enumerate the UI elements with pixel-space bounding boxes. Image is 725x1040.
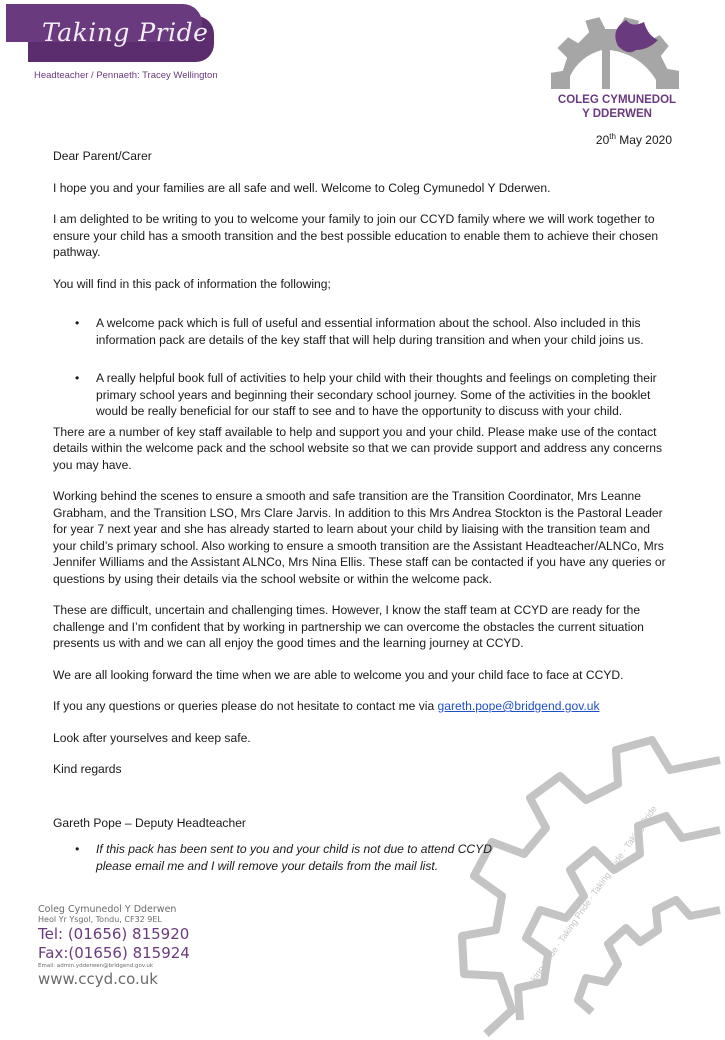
paragraph-5: Working behind the scenes to ensure a smooth and safe transition are the Transition Coordinator, Mrs Leanne Grabham, and the Transition LSO, Mrs Clare Jarvis. In addition to this Mrs Andrea Stockton is the Pastoral Leader for year 7 next year and she has already started to learn about your child by liaising with the transition team and your child’s primary school. Also working to ensure a smooth transition are the Assistant Headteacher/ALNCo, Mrs Jennifer Williams and the Assistant ALNCo, Mrs Nina Ellis. These staff can be contacted if you have any queries or questions by using their details via the school website or within the welcome pack. (53, 489, 666, 586)
banner-title: Taking Pride (42, 18, 209, 47)
college-name-line2: Y DDERWEN (582, 108, 652, 120)
paragraph-9: Look after yourselves and keep safe. (53, 730, 251, 745)
signature: Gareth Pope – Deputy Headteacher (53, 815, 246, 830)
footer-contact (38, 904, 190, 988)
contact-text: If you any questions or queries please do not hesitate to contact me via (53, 699, 438, 713)
paragraph-3: You will find in this pack of information the following; (53, 276, 331, 291)
letter-date (596, 132, 672, 147)
closing: Kind regards (53, 762, 122, 776)
note-text: If this pack has been sent to you and your child is not due to attend CCYD please email me and I will remove your details from the mail list. (96, 842, 492, 873)
bullet-dot: • (75, 371, 80, 385)
bullet-item-welcome-pack (53, 315, 673, 348)
footer-email: Email: admin.ydderwen@bridgend.gov.uk (38, 963, 154, 969)
paragraph-8 (53, 698, 673, 715)
paragraph-1: I hope you and your families are all safe and well. Welcome to Coleg Cymunedol Y Dderwen. (53, 180, 551, 195)
college-name-line1: COLEG CYMUNEDOL (557, 94, 677, 106)
note-item (53, 841, 496, 874)
watermark-text: Taking Pride · Taking Pride · Taking Pride · Taking Pride (523, 803, 659, 992)
footer-telephone: Tel: (01656) 815920 (38, 925, 190, 943)
paragraph-2: I am delighted to be writing to you to welcome your family to join our CCYD family where we will work together to ensure your child has a smooth transition and the best possible education to enable them to achieve their chosen pathway. (53, 212, 659, 259)
date-rest: May 2020 (615, 133, 672, 147)
bullet-2-text: A really helpful book full of activities to help your child with their thoughts and feelings on completing their primary school years and beginning their secondary school journey. Some of the activities in the booklet would be really beneficial for our staff to see and to have the opportunity to discuss with your child. (96, 371, 657, 418)
paragraph-4: There are a number of key staff available to help and support you and your child. Please make use of the contact details within the welcome pack and the school website so that we can provide support and address any concerns you may have. (53, 424, 663, 472)
date-day: 20 (595, 133, 610, 147)
paragraph-7: We are all looking forward the time when we are able to welcome you and your child face to face at CCYD. (53, 667, 624, 682)
footer-school-name: Coleg Cymunedol Y Dderwen (38, 904, 177, 915)
bullet-dot: • (75, 842, 80, 856)
salutation: Dear Parent/Carer (53, 149, 152, 163)
college-crest-logo (540, 10, 690, 95)
paragraph-6: These are difficult, uncertain and challenging times. However, I know the staff team at CCYD are ready for the challenge and I’m confident that by working in partnership we can overcome the obstacles the current situation presents us with and we can all enjoy the good times and the learning journey at CCYD. (53, 603, 644, 650)
bullet-dot: • (75, 316, 80, 330)
footer-fax: Fax:(01656) 815924 (38, 944, 190, 962)
bullet-1-text: A welcome pack which is full of useful and essential information about the school. Also included in this information pack are details of the key staff that will help during transition and when your child joins us. (96, 316, 644, 347)
college-name (542, 93, 692, 121)
footer-website: www.ccyd.co.uk (38, 970, 158, 988)
footer-address: Heol Yr Ysgol, Tondu, CF32 9EL (38, 915, 162, 924)
bullet-item-activity-book (53, 370, 673, 420)
email-link[interactable]: gareth.pope@bridgend.gov.uk (437, 699, 600, 713)
headteacher-line: Headteacher / Pennaeth: Tracey Wellington (34, 70, 218, 81)
letter-body (53, 148, 673, 874)
date-suffix: th (609, 132, 616, 141)
